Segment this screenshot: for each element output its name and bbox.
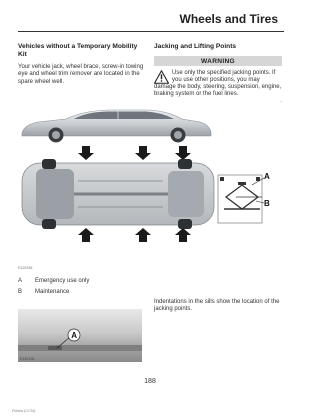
- section-body-no-mobility-kit: Your vehicle jack, wheel brace, screw-in towing eye and wheel trim remover are located in the spare wheel well.: [18, 64, 144, 85]
- header-divider: [18, 31, 284, 32]
- warning-banner: WARNING: [154, 56, 282, 66]
- diagram-figure-code: E125338: [18, 266, 33, 270]
- photo-callout-a: A: [71, 331, 77, 340]
- warning-body: [154, 70, 282, 99]
- warning-text: Use only the specified jacking points. If you use other positions, you may damage the body, steering, suspension, engine, braking system or the fuel lines.: [154, 69, 282, 98]
- jack-inset: [218, 175, 262, 223]
- legend-label: Emergency use only: [35, 278, 90, 284]
- upper-jacking-arrows: [78, 146, 191, 160]
- legend-key: A: [18, 278, 23, 284]
- legend-item: [18, 287, 89, 298]
- jacking-points-diagram: [18, 109, 284, 285]
- warning-tail-mark: .: [280, 97, 282, 104]
- page-header-title: Wheels and Tires: [179, 12, 278, 26]
- sill-indentation-text: Indentations in the sills show the location of the jacking points.: [154, 299, 280, 313]
- lower-jacking-arrows: [78, 228, 191, 242]
- car-side-view: [22, 110, 211, 143]
- diagram-legend: [18, 276, 89, 298]
- legend-key: B: [18, 289, 23, 295]
- section-heading-jacking-points: Jacking and Lifting Points: [154, 43, 237, 50]
- sill-jacking-point-photo: [18, 309, 142, 362]
- photo-figure-code: E130136: [20, 357, 35, 361]
- right-column: [154, 43, 282, 104]
- diagram-callout-b: B: [264, 199, 270, 208]
- legend-item: [18, 276, 89, 287]
- warning-triangle-icon: [154, 70, 169, 84]
- left-column: [18, 43, 144, 86]
- page-number: 188: [144, 378, 156, 385]
- legend-label: Maintenance: [35, 289, 70, 295]
- footer-model-label: Fiesta (CCN): [12, 408, 36, 413]
- diagram-callout-a: A: [264, 172, 270, 181]
- section-heading-no-mobility-kit: Vehicles without a Temporary Mobility Kit: [18, 43, 138, 58]
- car-underbody-view: [22, 159, 214, 229]
